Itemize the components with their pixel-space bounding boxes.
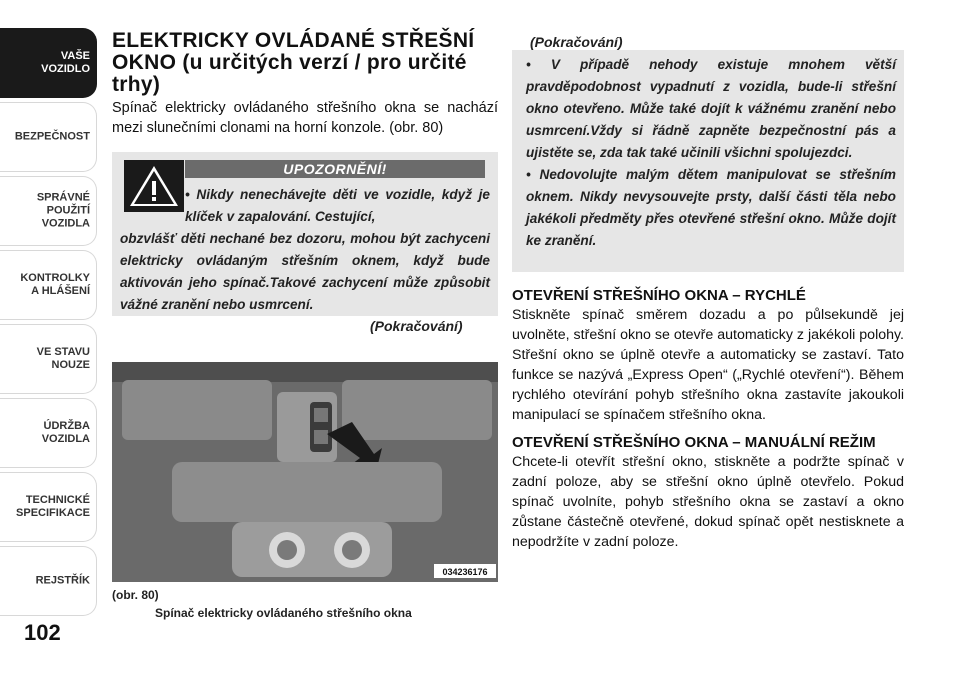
tab-kontrolky[interactable] <box>0 250 97 320</box>
tab-label: VE STAVU NOUZE <box>36 346 90 371</box>
tab-rejstrik[interactable] <box>0 546 97 616</box>
overhead-console-photo <box>112 362 498 582</box>
right-column <box>512 286 904 560</box>
section-title: ELEKTRICKY OVLÁDANÉ STŘEŠNÍ OKNO (u určitých verzí / pro určité trhy) <box>112 29 475 96</box>
tab-udrzba[interactable] <box>0 398 97 468</box>
warning-bullet: • Nedovolujte malým dětem manipulovat se střešním oknem. Nikdy nevysouvejte prsty, další části těla nebo jakékoli předměty přes otevřené střešní okno. Může dojít ke zranění. <box>526 167 896 248</box>
warning-rest: obzvlášť děti nechané bez dozoru, mohou být zachyceni elektricky ovládaným střešním oknem, když bude aktivován jeho spínač.Takové zachycení může způsobit vážné zranění nebo usmrcení. <box>120 231 490 312</box>
section-heading: OTEVŘENÍ STŘEŠNÍHO OKNA – MANUÁLNÍ REŽIM <box>512 434 876 451</box>
tab-label: SPRÁVNÉ POUŽITÍ VOZIDLA <box>36 191 90 230</box>
tab-label: VAŠE VOZIDLO <box>41 50 90 75</box>
continued-header: (Pokračování) <box>530 34 623 50</box>
tab-vase-vozidlo[interactable] <box>0 28 97 98</box>
continued-note: (Pokračování) <box>370 318 463 334</box>
tab-label: REJSTŘÍK <box>35 574 90 587</box>
section-paragraph: Stiskněte spínač směrem dozadu a po půlsekundě jej uvolněte, střešní okno se otevře automaticky z jakékoli polohy. Střešní okno se úplně otevře a automaticky se zastaví. Tato funkce se nazývá „Express Open“ („Rychlé otevření“). Během rychlého otevírání pohyb střešního okna zastavíte jakoukoli manipulací se spínačem střešního okna. <box>512 307 904 423</box>
tab-technicke-specifikace[interactable] <box>0 472 97 542</box>
tab-label: BEZPEČNOST <box>14 130 90 143</box>
warning-continued-text <box>526 54 896 252</box>
section-paragraph: Chcete-li otevřít střešní okno, stiskněte a podržte spínač v zadní poloze, aby se střešní okno úplně otevřelo. Pokud spínač uvolníte, pohyb střešního okna se zastaví a okno zůstane částečně otevřené, dokud spínač opět nestisknete a nepodržíte v zadní poloze. <box>512 454 904 550</box>
warning-box <box>112 152 498 316</box>
warning-first-line: • Nikdy nenechávejte děti ve vozidle, když je klíček v zapalování. Cestující, <box>185 187 490 224</box>
figure-caption: Spínač elektricky ovládaného střešního okna <box>155 606 412 620</box>
warning-text <box>120 184 490 316</box>
page-number: 102 <box>24 620 61 645</box>
section-heading: OTEVŘENÍ STŘEŠNÍHO OKNA – RYCHLÉ <box>512 287 806 304</box>
tab-label: KONTROLKY A HLÁŠENÍ <box>20 272 90 297</box>
tab-spravne-pouziti[interactable] <box>0 176 97 246</box>
left-column <box>112 30 498 138</box>
warning-box-continued <box>512 50 904 272</box>
warning-header: UPOZORNĚNÍ! <box>185 160 485 178</box>
intro-paragraph: Spínač elektricky ovládaného střešního okna se nachází mezi slunečními clonami na horní konzole. (obr. 80) <box>112 100 498 136</box>
figure-code: 034236176 <box>442 567 488 577</box>
console-illustration <box>112 362 498 582</box>
tab-label: ÚDRŽBA VOZIDLA <box>41 420 90 445</box>
tab-label: TECHNICKÉ SPECIFIKACE <box>16 494 90 519</box>
tab-bezpecnost[interactable] <box>0 102 97 172</box>
tab-ve-stavu-nouze[interactable] <box>0 324 97 394</box>
figure-label: (obr. 80) <box>112 588 159 602</box>
warning-bullet: • V případě nehody existuje mnohem větší pravděpodobnost vypadnutí z vozidla, bude-li střešní okno otevřeno. Může také dojít k vážnému zranění nebo usmrcení.Vždy si řádně zapněte bezpečnostní pás a ujistěte se, zda tak také učinili všichni spolujezdci. <box>526 57 896 160</box>
